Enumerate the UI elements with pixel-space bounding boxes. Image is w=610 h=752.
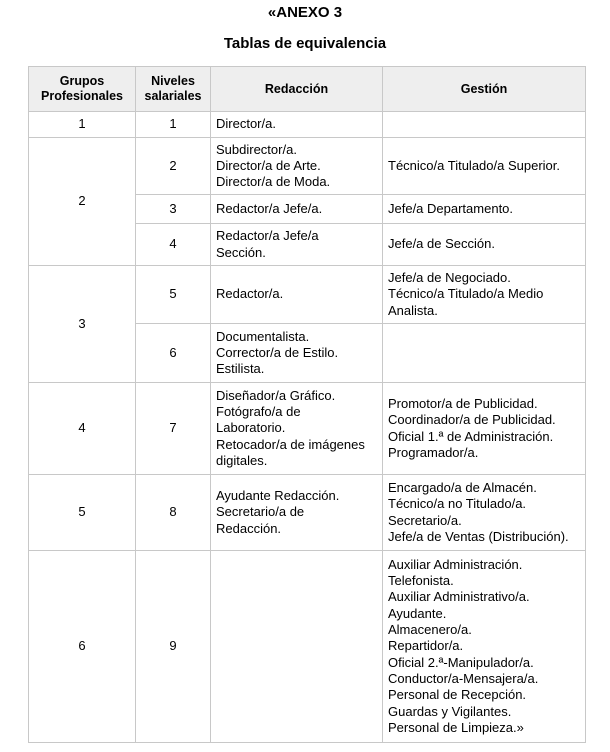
gestion-cell: [383, 138, 586, 195]
redaccion-cell: [211, 195, 383, 224]
redaccion-cell: [211, 324, 383, 383]
gestion-line: Repartidor/a.: [388, 638, 464, 654]
redaccion-cell: [211, 551, 383, 743]
redaccion-line: Secretario/a de: [216, 504, 305, 520]
redaccion-line: Subdirector/a.: [216, 141, 297, 157]
gestion-cell: [383, 324, 586, 383]
gestion-cell: [383, 112, 586, 138]
gestion-line: Telefonista.: [388, 573, 454, 589]
gestion-line: Ayudante.: [388, 605, 447, 621]
gestion-line: Analista.: [388, 302, 438, 318]
nivel-cell: 8: [136, 475, 211, 551]
gestion-line: Jefe/a de Sección.: [388, 236, 495, 252]
gestion-line: Jefe/a Departamento.: [388, 200, 514, 216]
redaccion-cell: [211, 112, 383, 138]
redaccion-line: Director/a.: [216, 116, 276, 132]
gestion-line: Encargado/a de Almacén.: [388, 479, 537, 495]
gestion-cell: [383, 551, 586, 743]
redaccion-cell: [211, 475, 383, 551]
redaccion-line: Retocador/a de imágenes: [216, 436, 365, 452]
table-title: Tablas de equivalencia: [223, 35, 387, 52]
gestion-cell: [383, 266, 586, 324]
redaccion-line: Sección.: [216, 244, 266, 260]
redaccion-line: Documentalista.: [216, 328, 310, 344]
grupo-cell: 5: [29, 475, 136, 551]
redaccion-line: Estilista.: [216, 361, 265, 377]
table-row: [29, 383, 586, 475]
nivel-cell: 4: [136, 224, 211, 266]
grupo-cell: 1: [29, 112, 136, 138]
header-gestion: Gestión: [383, 67, 586, 112]
nivel-cell: 2: [136, 138, 211, 195]
table-row: [29, 475, 586, 551]
redaccion-line: Laboratorio.: [216, 420, 286, 436]
gestion-line: Guardas y Vigilantes.: [388, 703, 512, 719]
redaccion-line: Redactor/a.: [216, 286, 284, 302]
nivel-cell: 6: [136, 324, 211, 383]
table-row: [29, 551, 586, 743]
redaccion-line: Redacción.: [216, 520, 282, 536]
gestion-line: Personal de Limpieza.»: [388, 719, 524, 735]
gestion-cell: [383, 383, 586, 475]
redaccion-line: Corrector/a de Estilo.: [216, 344, 339, 360]
gestion-line: Conductor/a-Mensajera/a.: [388, 670, 539, 686]
gestion-line: Programador/a.: [388, 444, 479, 460]
grupo-cell: 2: [29, 138, 136, 266]
nivel-cell: 1: [136, 112, 211, 138]
gestion-line: Secretario/a.: [388, 512, 462, 528]
grupo-cell: 4: [29, 383, 136, 475]
table-row: [29, 266, 586, 324]
nivel-cell: 9: [136, 551, 211, 743]
redaccion-line: Director/a de Arte.: [216, 157, 321, 173]
gestion-line: Técnico/a Titulado/a Superior.: [388, 157, 560, 173]
gestion-line: Auxiliar Administración.: [388, 556, 523, 572]
grupo-cell: 3: [29, 266, 136, 383]
gestion-line: Promotor/a de Publicidad.: [388, 395, 538, 411]
gestion-line: Coordinador/a de Publicidad.: [388, 412, 556, 428]
nivel-cell: 3: [136, 195, 211, 224]
redaccion-cell: [211, 383, 383, 475]
gestion-cell: [383, 224, 586, 266]
gestion-cell: [383, 195, 586, 224]
header-niveles: Niveles salariales: [136, 67, 211, 112]
nivel-cell: 5: [136, 266, 211, 324]
redaccion-line: Redactor/a Jefe/a: [216, 228, 319, 244]
redaccion-cell: [211, 224, 383, 266]
gestion-cell: [383, 475, 586, 551]
redaccion-line: Ayudante Redacción.: [216, 488, 340, 504]
redaccion-line: Director/a de Moda.: [216, 174, 331, 190]
gestion-line: Personal de Recepción.: [388, 687, 527, 703]
redaccion-line: Redactor/a Jefe/a.: [216, 200, 323, 216]
gestion-line: Almacenero/a.: [388, 622, 472, 638]
gestion-line: Oficial 1.ª de Administración.: [388, 428, 554, 444]
header-grupos: Grupos Profesionales: [29, 67, 136, 112]
gestion-line: Jefe/a de Negociado.: [388, 270, 511, 286]
header-redaccion: Redacción: [211, 67, 383, 112]
redaccion-line: digitales.: [216, 452, 268, 468]
gestion-line: Jefe/a de Ventas (Distribución).: [388, 528, 569, 544]
gestion-line: Técnico/a no Titulado/a.: [388, 496, 527, 512]
gestion-line: Auxiliar Administrativo/a.: [388, 589, 530, 605]
redaccion-line: Fotógrafo/a de: [216, 404, 301, 420]
equivalence-table: [28, 66, 586, 743]
gestion-line: Técnico/a Titulado/a Medio: [388, 286, 544, 302]
table-row: [29, 112, 586, 138]
header-row: [29, 67, 586, 112]
grupo-cell: 6: [29, 551, 136, 743]
redaccion-cell: [211, 138, 383, 195]
gestion-line: Oficial 2.ª-Manipulador/a.: [388, 654, 534, 670]
table-row: [29, 138, 586, 195]
redaccion-line: Diseñador/a Gráfico.: [216, 387, 336, 403]
nivel-cell: 7: [136, 383, 211, 475]
annex-title: «ANEXO 3: [267, 4, 343, 21]
redaccion-cell: [211, 266, 383, 324]
